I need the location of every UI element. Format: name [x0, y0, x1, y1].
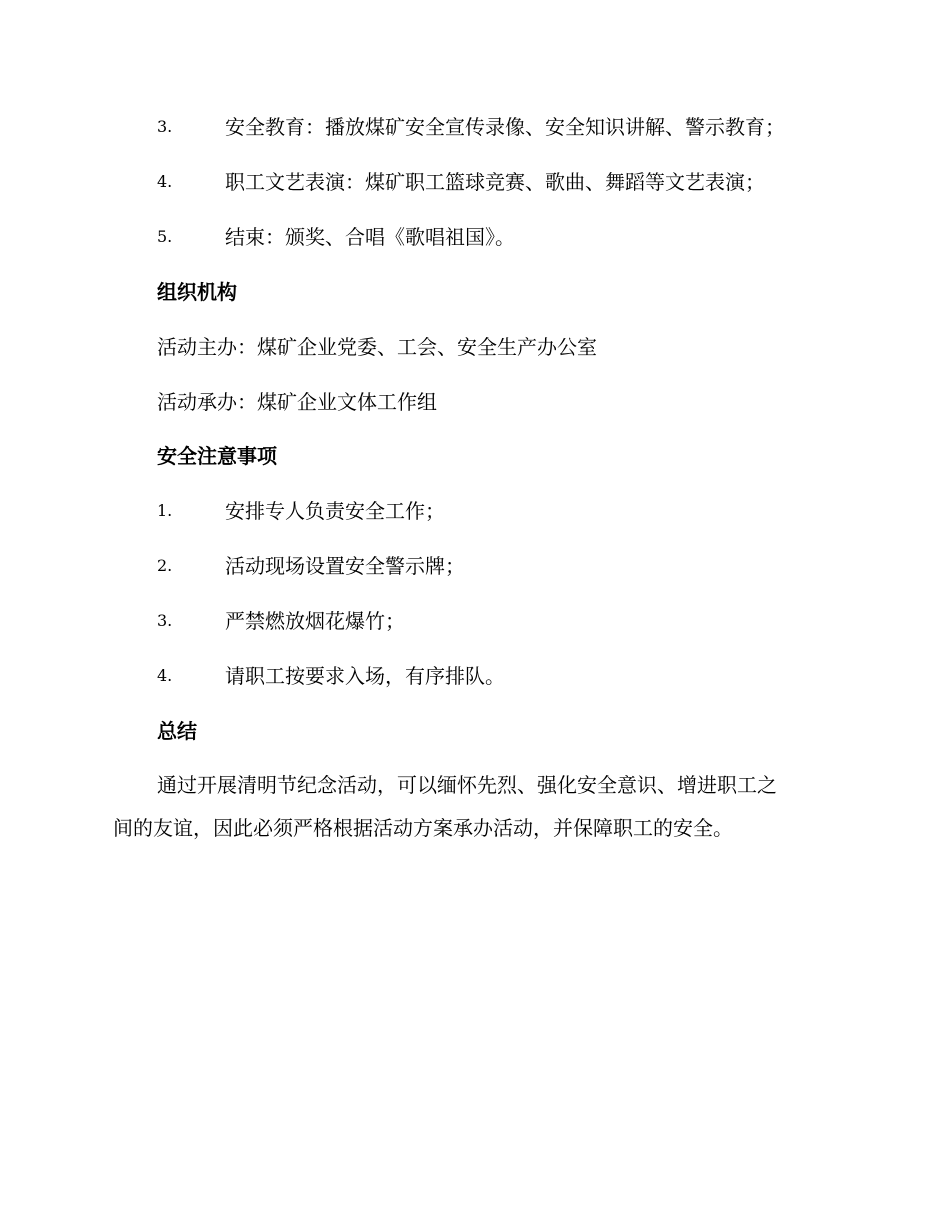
list-item: 安排专人负责安全工作；: [225, 499, 445, 523]
list-item: 活动现场设置安全警示牌；: [225, 554, 465, 578]
list-item: 职工文艺表演：煤矿职工篮球竞赛、歌曲、舞蹈等文艺表演；: [225, 170, 765, 194]
section-heading-safety: 安全注意事项: [157, 444, 277, 468]
list-number: 3.: [157, 611, 173, 630]
list-item: 安全教育：播放煤矿安全宣传录像、安全知识讲解、警示教育；: [225, 115, 785, 139]
list-item: 严禁燃放烟花爆竹；: [225, 609, 405, 633]
section-heading-organization: 组织机构: [157, 280, 237, 304]
list-number: 4.: [157, 666, 173, 685]
list-number: 3.: [157, 117, 173, 136]
section-heading-summary: 总结: [157, 719, 197, 743]
summary-paragraph-line-2: 间的友谊，因此必须严格根据活动方案承办活动，并保障职工的安全。: [113, 816, 733, 840]
summary-paragraph-line-1: 通过开展清明节纪念活动，可以缅怀先烈、强化安全意识、增进职工之: [157, 773, 777, 797]
list-item: 请职工按要求入场，有序排队。: [225, 664, 505, 688]
host-line: 活动主办：煤矿企业党委、工会、安全生产办公室: [157, 335, 597, 359]
list-number: 4.: [157, 172, 173, 191]
list-item: 结束：颁奖、合唱《歌唱祖国》。: [225, 225, 515, 249]
list-number: 2.: [157, 556, 173, 575]
organizer-line: 活动承办：煤矿企业文体工作组: [157, 390, 437, 414]
list-number: 1.: [157, 501, 173, 520]
list-number: 5.: [157, 227, 173, 246]
